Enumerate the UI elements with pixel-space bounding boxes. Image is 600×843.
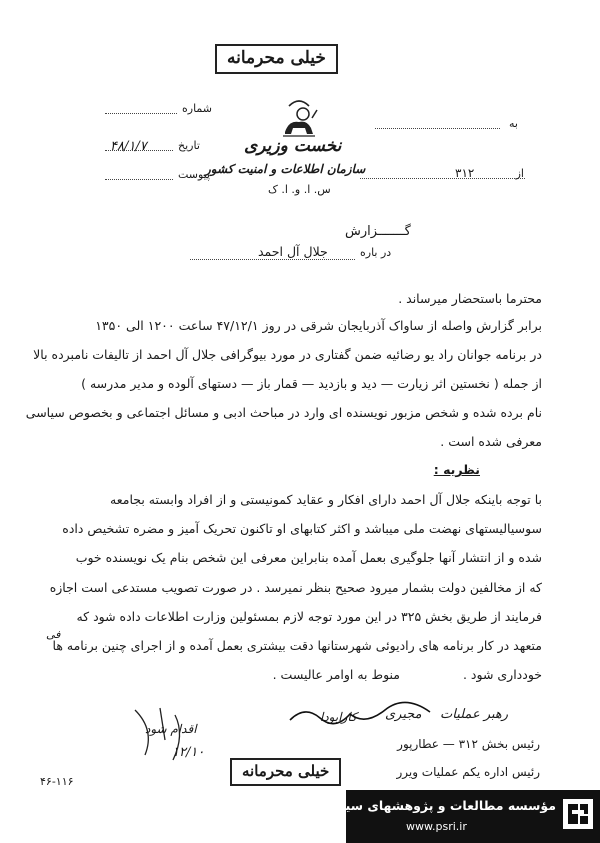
header-date-label: تاریخ xyxy=(178,139,200,152)
header-to-label: به xyxy=(509,117,518,130)
header-from-label: از xyxy=(515,167,524,180)
header-from-line xyxy=(360,178,525,179)
report-subject-label: در باره xyxy=(360,246,392,259)
opinion-line-8: منوط به اوامر عالیست . xyxy=(272,667,400,682)
header-attachment-label: پیوست xyxy=(178,168,211,181)
report-subject-value: جلال آل احمد xyxy=(258,244,328,259)
report-title: گـــــــزارش xyxy=(345,224,411,239)
opinion-line-2: سوسیالیستهای نهضت ملی میباشد و اکثر کتابهای او تاکنون تحریک آمیز و مضره تشخیص داده xyxy=(62,521,542,536)
agency-name: نخست وزیری xyxy=(244,136,342,156)
paragraph-line-1: برابر گزارش واصله از ساواک آذربایجان شرقی در روز ۴۷/۱۲/۱ ساعت ۱۲۰۰ الی ۱۳۵۰ xyxy=(95,318,542,333)
opinion-margin-note: فی xyxy=(46,628,61,641)
header-date-value: ۴۸/۱/۷ xyxy=(110,139,147,154)
header-from-value: ۳۱۲ xyxy=(455,166,475,180)
footer-org-name: مؤسسه مطالعات و پژوهشهای سیاسی xyxy=(315,798,556,813)
agency-subtitle: سازمان اطلاعات و امنیت کشور xyxy=(205,162,366,176)
paragraph-line-3: از جمله ( نخستین اثر زیارت — دید و بازدید — قمار باز — دستهای آلوده و مدیر مدرسه ) xyxy=(81,376,542,391)
opinion-title: نظریه : xyxy=(433,462,480,477)
header-attachment-line xyxy=(105,179,173,180)
institute-logo-icon xyxy=(562,798,594,830)
salutation: محترما باستحضار میرساند . xyxy=(398,291,542,306)
opinion-line-6: متعهد در کار برنامه های رادیوئی شهرستانها دقت بیشتری بعمل آمده و از اجرای چنین برنامه ها xyxy=(52,638,542,653)
opinion-line-7: خودداری شود . xyxy=(462,667,542,682)
footer-url[interactable]: www.psri.ir xyxy=(406,820,467,833)
header-number-line xyxy=(105,113,177,114)
agency-code: س. ا. و. ا. ک xyxy=(268,183,331,196)
header-to-line xyxy=(375,128,500,129)
signature-line1-title: رهبر عملیات xyxy=(440,707,509,722)
bottom-classification-stamp: خیلی محرمانه xyxy=(230,758,341,786)
signature-line3: رئیس اداره یکم عملیات ویرر xyxy=(396,765,540,779)
opinion-line-5: فرمایند از طریق بخش ۳۲۵ در این مورد توجه لازم بمسئولین وزارت اطلاعات داده شود که xyxy=(76,609,542,624)
signature-scribble-1 xyxy=(285,700,435,730)
handwritten-note-2: ۱۲/۱۰ xyxy=(172,745,205,760)
signature-line1-name: مجیری xyxy=(385,707,422,722)
paragraph-line-2: در برنامه جوانان راد یو رضائیه ضمن گفتاری در مورد بیوگرافی جلال آل احمد از تالیفات نامبرده بالا xyxy=(33,347,542,362)
opinion-line-4: که از مخالفین دولت بشمار میرود صحیح بنظر نمیرسد . در صورت تصویب مستدعی است اجازه xyxy=(49,580,542,595)
paragraph-line-5: معرفی شده است . xyxy=(440,434,542,449)
handwritten-note-1: اقدام شود xyxy=(145,722,197,736)
opinion-line-3: شده و از انتشار آنها جلوگیری بعمل آمده بنابراین معرفی این شخص بنام یک نویسنده خوب xyxy=(75,550,542,565)
top-classification-stamp: خیلی محرمانه xyxy=(215,44,338,74)
lion-and-sun-emblem-icon xyxy=(279,98,319,140)
opinion-line-1: با توجه باینکه جلال آل احمد دارای افکار و عقاید کمونیستی و از افراد وابسته بجامعه xyxy=(110,492,542,507)
page-reference: ۴۶-۱۱۶ xyxy=(40,775,74,788)
signature-line2: رئیس بخش ۳۱۲ — عطارپور xyxy=(397,737,540,751)
report-subject-line xyxy=(190,259,355,260)
footer-banner xyxy=(315,790,600,843)
handwritten-scribble xyxy=(125,700,195,770)
signature-line1-sign: کارابودا xyxy=(320,710,357,724)
header-number-label: شماره xyxy=(182,102,213,115)
paragraph-line-4: نام برده شده و شخص مزبور نویسنده ای وارد در مباحث ادبی و مسائل اجتماعی و بخصوص سیاسی xyxy=(25,405,542,420)
